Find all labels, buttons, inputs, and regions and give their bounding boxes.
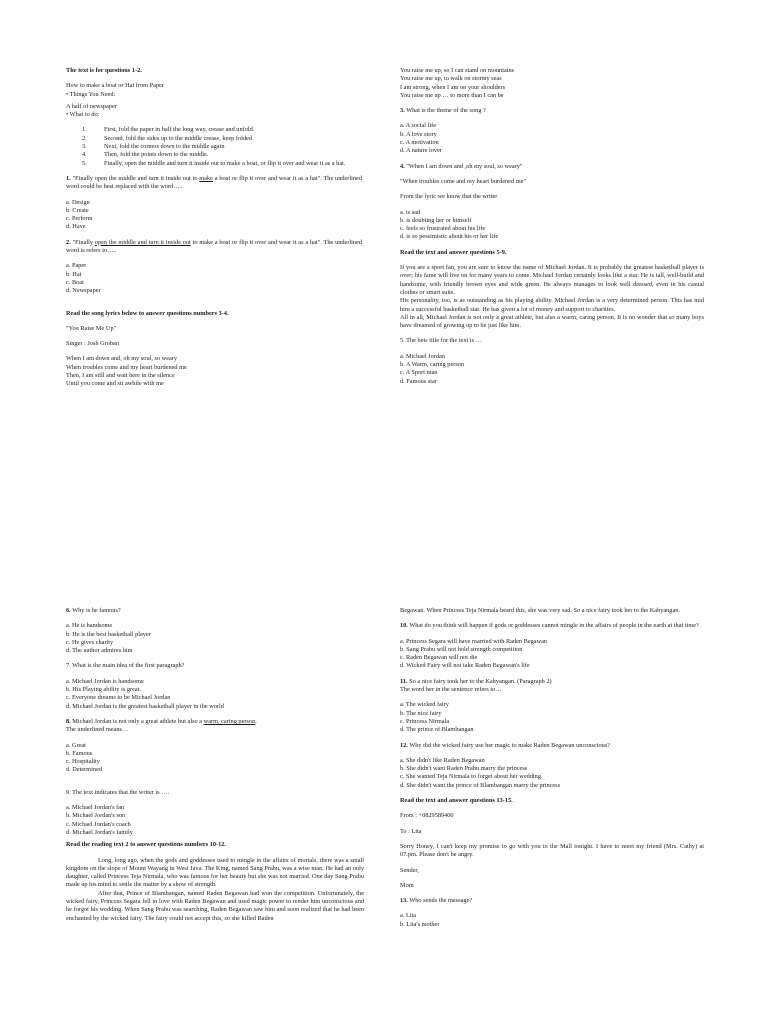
option: c. Perform (66, 215, 93, 223)
option: d. Have (66, 223, 86, 231)
option: b. is doubting her or himself (400, 216, 472, 224)
question-4-quote: "When troubles come and my heart burdened me" (400, 177, 526, 185)
question-8: 8. Michael Jordan is not only a great athlete but also a warm, caring person. (66, 717, 257, 725)
option: d. Famous star (400, 377, 437, 385)
page1-right-column (400, 67, 704, 386)
option: c. He gives charity (66, 638, 114, 646)
question-10: 10. What do you think will happen if gods or goddesses cannot mingle in the affairs of people in the earth at that time? (400, 622, 699, 630)
list-item: 3. Next, fold the corners down to the middle again (82, 143, 225, 151)
option: a. The wicked fairy (400, 701, 449, 709)
option: d. A nature lover (400, 147, 442, 155)
question-3: 3. What is the theme of the song ? (400, 107, 486, 115)
option: a. She didn't like Raden Begawan (400, 756, 485, 764)
lyric-line: Then, I am still and wait here in the silence (66, 372, 175, 380)
lyric-line: When troubles come and my heart burdened me (66, 363, 187, 371)
option: a. Michael Jordan is handsome (66, 677, 144, 685)
lyric-line: You raise me up … to more than I can be (400, 91, 504, 99)
question-7: 7. What is the main idea of the first paragraph? (66, 662, 185, 670)
message-body: Sorry Honey, I can't keep my promise to go with you to the Mall tonight. I have to meet my friend (Mrs. Cathy) at 07.pm. Please don't be angry. (400, 842, 704, 859)
option: c. Hospitality (66, 758, 100, 766)
option: c. A motivation (400, 139, 439, 147)
option: c. Raden Begawan will not die (400, 654, 478, 662)
lyric-line: I am strong, when I am on your shoulders (400, 83, 506, 91)
option: b. Michael Jordan's son (66, 812, 126, 820)
option: d. Michael Jordan's family (66, 828, 133, 836)
lyric-line: You raise me up, to walk on stormy seas (400, 75, 502, 83)
option: b. Famous (66, 749, 93, 757)
paragraph: Begawan. When Princess Teja Nirmala heard this, she was very sad. So a nice fairy took her to the Kahyangan. (400, 607, 680, 614)
question-11-stem: The word her in the sentence refers to… (400, 686, 502, 694)
option: d. She didn't want the prince of Blambangan marry the princess (400, 781, 561, 789)
option: b. She didn't want Raden Prabu marry the princess (400, 765, 528, 773)
paragraph: After that, Prince of Blambangan, named Raden Begawan had won the competition. Unfortunately, the wicked fairy, Princess Segara fell in love with Raden Begawan and used magic power to render him unconscious and he forgot his wedding. When Sang Prabu was searching, Raden Begawan saw him and soon realized that he had been enchanted by the wicked fairy. The fairy could not accept this, so she killed Raden (66, 889, 364, 922)
question-6: 6. Why is he famous? (66, 607, 121, 614)
option: b. Create (66, 206, 89, 214)
option: c. feels so frustrated about his life (400, 225, 486, 233)
section-heading: The text is for questions 1-2. (66, 67, 142, 74)
option: d. Wicked Fairy will not take Raden Begawan's life (400, 662, 530, 670)
option: a. He is handsome (66, 622, 113, 630)
section-heading: Read the text and answer questions 5-9. (400, 248, 507, 256)
option: c. A Sport man (400, 369, 438, 377)
question-4-stem: From the lyric we know that the writer (400, 193, 498, 201)
page2-left-column (66, 607, 364, 923)
section-heading: Read the reading text 2 to answer questions numbers 10-12. (66, 841, 226, 849)
song-title: "You Raise Me Up" (66, 324, 117, 332)
message-to: To : Lita (400, 827, 422, 835)
question-1: 1. "Finally open the middle and turn it inside out to make a boat or flip it over and wear it as a hat". The underlined word could be best replaced with the word….. (66, 174, 362, 191)
question-2: 2. "Finally open the middle and turn it inside out to make a boat or flip it over and wear it as a hat". The underlined word is refers to….. (66, 238, 363, 255)
question-8-stem: The underlined means… (66, 726, 129, 734)
option: d. Newspaper (66, 287, 101, 295)
paragraph: If you are a sport fan, you are sure to know the name of Michael Jordan. It is probably the greatest basketball player is over; his fame will live on for many years to come. Michael Jordan certainly looks like a star. He is tall, well-build and handsome, with friendly brown eyes and wide green. He always manages to look well dressed, even in his casual clothes or smart suits. (400, 264, 704, 296)
list-item: 1. First, fold the paper in half the long way, crease and unfold. (82, 126, 255, 134)
section-heading: Read the text and answer questions 13-15. (400, 797, 513, 805)
option: d. is so pessimistic about his or her life (400, 233, 499, 241)
question-4: 4. "When I am down and ,oh my soul, so weary" (400, 162, 523, 170)
page1-left-column (66, 67, 362, 389)
option: d. The author admires him (66, 647, 133, 655)
lyric-line: You raise me up, so I can stand on mountains (400, 67, 515, 74)
option: c. She wanted Teja Nirmala to forget about her wedding (400, 773, 541, 781)
option: d. The prince of Blambangan (400, 726, 474, 734)
option: b. Hat (66, 270, 82, 278)
option: a. Lita (400, 912, 417, 920)
question-13: 13. Who sends the message? (400, 897, 473, 905)
option: b. A Warm, caring person (400, 361, 465, 369)
option: a. Design (66, 198, 90, 206)
question-9: 9. The text indicates that the writer is …. (66, 788, 170, 796)
option: b. Sang Prabu will not hold strength competition (400, 645, 523, 653)
option: a. Michael Jordan's fan (66, 804, 125, 812)
option: b. Lita's mother (400, 920, 440, 928)
steps-list (66, 126, 362, 167)
option: b. His Playing ability is great. (66, 686, 142, 694)
option: b. A love story (400, 130, 437, 138)
subheading-things-needed: • Things You Need: (66, 90, 116, 98)
subheading-what-to-do: • What to do: (66, 111, 100, 119)
option: d. Michael Jordan is the greatest basketball player in the world (66, 702, 224, 710)
lyric-line: When I am down and, oh my soul, so weary (66, 355, 178, 363)
message-sender-name: Mom (400, 881, 414, 889)
option: a. A social life (400, 122, 437, 130)
option: c. Everyone dreams to be Michael Jordan (66, 694, 171, 702)
message-sender-label: Sender, (400, 866, 419, 874)
option: c. Princess Nirmala (400, 717, 450, 725)
option: a. is sad (400, 208, 421, 216)
paragraph: His personality, too, is as outstanding as his playing ability. Michael Jordan is a very determined person. This has mid him a successful basketball star. He has given a lot of money and support to charities. (400, 297, 704, 313)
option: b. The nice fairy (400, 709, 442, 717)
lyric-line: Until you come and sit awhile with me (66, 380, 164, 388)
page2-right-column (400, 607, 704, 929)
option: a. Paper (66, 262, 87, 270)
option: a. Great (66, 741, 86, 749)
list-item: 5. Finally, open the middle and turn it inside out to make a boat, or flip it over and wear it as a hat. (82, 159, 346, 167)
question-5: 5. The bets title for the text is … (400, 337, 482, 345)
paragraph: All in all, Michael Jordan is not only a great athlete, but also a warm, caring person. It is no wonder that so many boys have dreamed of growing up to be just like him. (400, 313, 704, 330)
option: a. Michael Jordan (400, 352, 445, 360)
question-12: 12. Why did the wicked fairy use her magic to make Raden Begawan unconscious? (400, 741, 611, 749)
option: d. Determined (66, 766, 103, 774)
question-11: 11. So a nice fairy took her to the Kahyangan. (Paragraph 2) (400, 677, 552, 685)
option: c. Boat (66, 278, 84, 286)
option: b. He is the best basketball player (66, 630, 151, 638)
singer: Singer : Josh Groban (66, 340, 119, 348)
option: c. Michael Jordan's coach (66, 820, 131, 828)
paragraph: Long, long ago, when the gods and goddesses used to mingle in the affairs of mortals, there was a small kingdom on the slope of Mount Wayang in West Java. The King, named Sang Prabu, was a wise man. He had an only daughter, called Princess Teja Nirmala, who was famous for her beauty but she was not married. One day Sang Prabu made up his mind to settle the matter by a show of strength. (66, 856, 364, 889)
text-title: How to make a boat or Hat from Paper (66, 82, 164, 90)
option: a. Princess Segara will have married with Raden Begawan (400, 637, 548, 645)
message-from: From : +0829589400 (400, 812, 454, 820)
list-item: 4. Then, fold the points down to the middle. (82, 151, 209, 159)
section-heading: Read the song lyrics below to answer questions numbers 3-4. (66, 309, 229, 317)
things-needed-item: A half of newspaper (66, 102, 117, 110)
list-item: 2. Second, fold the sides up to the middle crease, keep folded (82, 134, 252, 142)
